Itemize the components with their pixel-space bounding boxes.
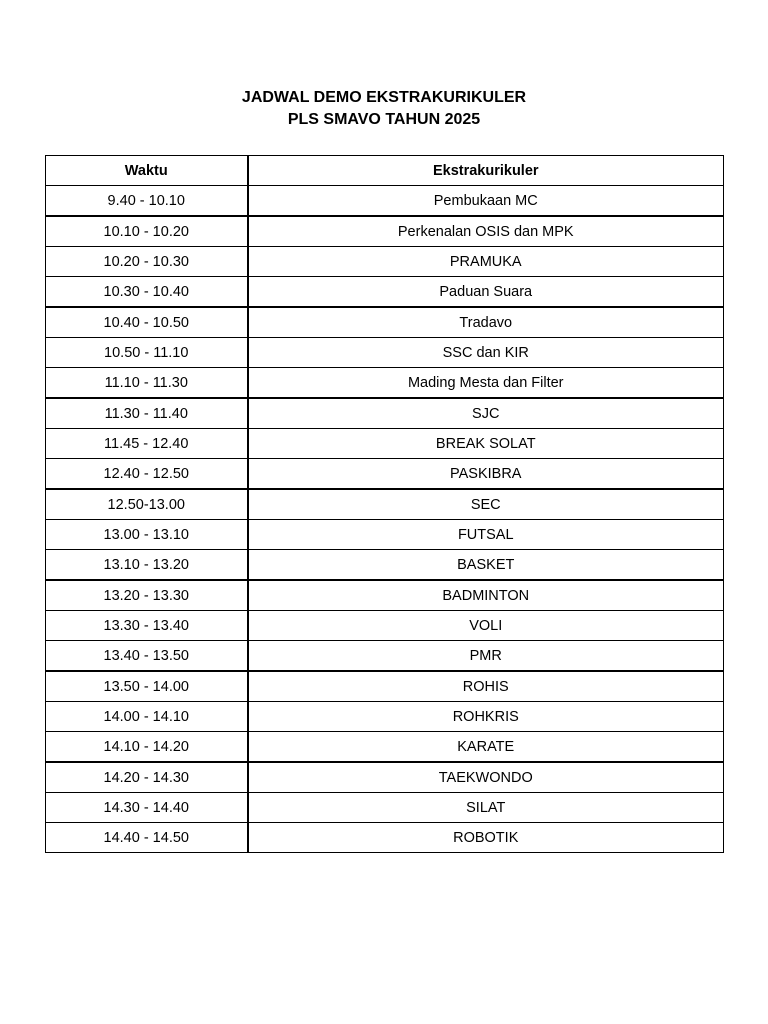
time-cell: 10.10 - 10.20: [46, 216, 248, 247]
time-cell: 11.10 - 11.30: [46, 368, 248, 399]
table-row: [46, 550, 724, 581]
time-cell: 14.10 - 14.20: [46, 732, 248, 763]
table-row: [46, 368, 724, 399]
activity-cell: SSC dan KIR: [248, 338, 724, 368]
time-cell: 14.20 - 14.30: [46, 762, 248, 793]
activity-cell: VOLI: [248, 611, 724, 641]
activity-cell: SILAT: [248, 793, 724, 823]
activity-cell: Pembukaan MC: [248, 186, 724, 217]
time-cell: 13.50 - 14.00: [46, 671, 248, 702]
activity-cell: Paduan Suara: [248, 277, 724, 308]
time-cell: 13.00 - 13.10: [46, 520, 248, 550]
table-row: [46, 580, 724, 611]
time-cell: 10.20 - 10.30: [46, 247, 248, 277]
table-row: [46, 611, 724, 641]
time-cell: 10.40 - 10.50: [46, 307, 248, 338]
table-row: [46, 247, 724, 277]
time-cell: 13.10 - 13.20: [46, 550, 248, 581]
activity-cell: BADMINTON: [248, 580, 724, 611]
document-title: JADWAL DEMO EKSTRAKURIKULER: [241, 89, 527, 106]
header-waktu: Waktu: [46, 156, 248, 186]
time-cell: 11.45 - 12.40: [46, 429, 248, 459]
activity-cell: TAEKWONDO: [248, 762, 724, 793]
time-cell: 11.30 - 11.40: [46, 398, 248, 429]
table-row: [46, 277, 724, 308]
table-row: [46, 641, 724, 672]
table-row: [46, 429, 724, 459]
table-row: [46, 489, 724, 520]
table-row: [46, 216, 724, 247]
table-row: [46, 338, 724, 368]
schedule-table: [45, 155, 724, 853]
table-row: [46, 520, 724, 550]
table-row: [46, 732, 724, 763]
activity-cell: PASKIBRA: [248, 459, 724, 490]
time-cell: 12.40 - 12.50: [46, 459, 248, 490]
time-cell: 13.30 - 13.40: [46, 611, 248, 641]
activity-cell: FUTSAL: [248, 520, 724, 550]
time-cell: 13.20 - 13.30: [46, 580, 248, 611]
activity-cell: BREAK SOLAT: [248, 429, 724, 459]
time-cell: 12.50-13.00: [46, 489, 248, 520]
activity-cell: BASKET: [248, 550, 724, 581]
activity-cell: Perkenalan OSIS dan MPK: [248, 216, 724, 247]
table-header-row: [46, 156, 724, 186]
time-cell: 14.00 - 14.10: [46, 702, 248, 732]
activity-cell: Tradavo: [248, 307, 724, 338]
activity-cell: SEC: [248, 489, 724, 520]
activity-cell: ROHKRIS: [248, 702, 724, 732]
table-row: [46, 823, 724, 853]
table-row: [46, 186, 724, 217]
table-row: [46, 793, 724, 823]
activity-cell: SJC: [248, 398, 724, 429]
time-cell: 9.40 - 10.10: [46, 186, 248, 217]
time-cell: 10.50 - 11.10: [46, 338, 248, 368]
table-row: [46, 762, 724, 793]
header-ekstrakurikuler: Ekstrakurikuler: [248, 156, 724, 186]
time-cell: 10.30 - 10.40: [46, 277, 248, 308]
table-row: [46, 307, 724, 338]
table-row: [46, 671, 724, 702]
activity-cell: PRAMUKA: [248, 247, 724, 277]
table-row: [46, 398, 724, 429]
activity-cell: KARATE: [248, 732, 724, 763]
activity-cell: ROHIS: [248, 671, 724, 702]
time-cell: 14.30 - 14.40: [46, 793, 248, 823]
time-cell: 14.40 - 14.50: [46, 823, 248, 853]
time-cell: 13.40 - 13.50: [46, 641, 248, 672]
table-row: [46, 459, 724, 490]
table-row: [46, 702, 724, 732]
activity-cell: ROBOTIK: [248, 823, 724, 853]
document-subtitle: PLS SMAVO TAHUN 2025: [287, 111, 481, 128]
activity-cell: Mading Mesta dan Filter: [248, 368, 724, 399]
activity-cell: PMR: [248, 641, 724, 672]
